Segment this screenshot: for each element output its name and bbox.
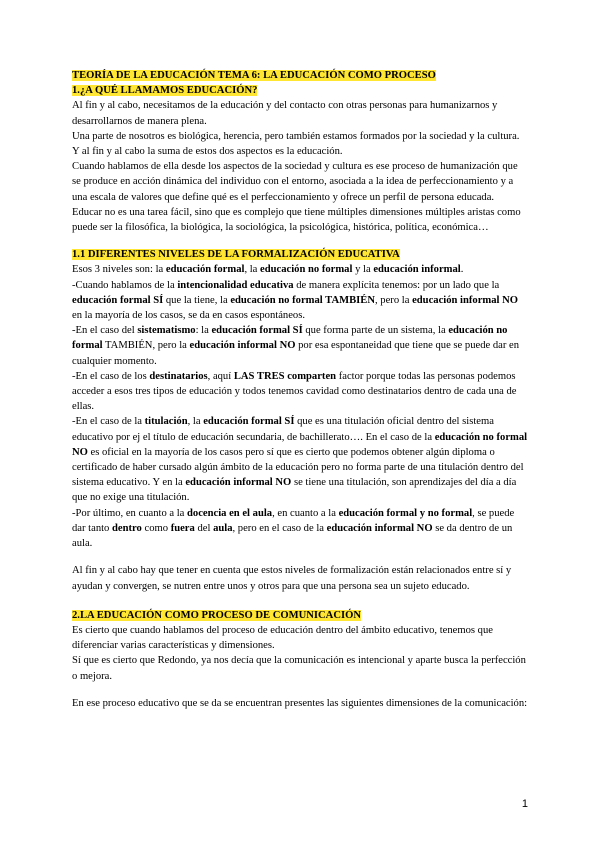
paragraph: Educar no es una tarea fácil, sino que es complejo que tiene múltiples dimensiones múltiples aristas como puede ser la filosófica, la biológica, la sociológica, la psicológica, histórica, política, económica… — [72, 206, 521, 234]
document-title: TEORÍA DE LA EDUCACIÓN TEMA 6: LA EDUCACIÓN COMO PROCESO — [72, 70, 436, 81]
paragraph: Sí que es cierto que Redondo, ya nos decía que la comunicación es intencional y aparte busca la perfección o mejora. — [72, 655, 526, 682]
paragraph: -Cuando hablamos de la intencionalidad educativa de manera explícita tenemos: por un lado que la educación formal SÍ que la tiene, la educación no formal TAMBIÉN, pero la educación informal NO en la mayoría de los casos, se da en casos espontáneos. — [72, 279, 519, 322]
document-body — [72, 68, 528, 711]
paragraph: En ese proceso educativo que se da se encuentran presentes las siguientes dimensiones de la comunicación: — [72, 697, 528, 709]
paragraph: Al fin y al cabo, necesitamos de la educación y del contacto con otras personas para humanizarnos y desarrollarnos de manera plena. — [72, 100, 498, 127]
page-number: 1 — [521, 798, 528, 810]
paragraph: Una parte de nosotros es biológica, herencia, pero también estamos formados por la sociedad y la cultura. Y al fin y al cabo la suma de estos dos aspectos es la educación. — [72, 130, 520, 158]
paragraph: -En el caso de la titulación, la educación formal SÍ que es una titulación oficial dentro del sistema educativo por ej el título de educación secundaria, de bachillerato…. En el caso de la educación no formal NO es oficial en la mayoría de los casos pero sí que es cierto que podemos obtener algún diploma o certificado de haber cursado algún ámbito de la educación pero no forma parte de una titulación dentro del sistema educativo. Y en la educación informal NO se tiene una titulación, son aprendizajes del día a día que no exige una titulación. — [72, 416, 528, 504]
paragraph: Al fin y al cabo hay que tener en cuenta que estos niveles de formalización están relacionados entre sí y ayudan y convergen, se nutren entre unos y otros para que una persona sea un sujeto educado. — [72, 565, 512, 592]
paragraph: -Por último, en cuanto a la docencia en el aula, en cuanto a la educación formal y no formal, se puede dar tanto dentro como fuera del aula, pero en el caso de la educación informal NO se da dentro de un aula. — [72, 507, 515, 550]
paragraph: -En el caso del sistematismo: la educación formal SÍ que forma parte de un sistema, la educación no formal TAMBIÉN, pero la educación informal NO por esa espontaneidad que tiene que se puede dar en cualquier momento. — [72, 325, 520, 367]
paragraph: -En el caso de los destinatarios, aquí LAS TRES comparten factor porque todas las personas podemos acceder a esos tres tipos de educación y todos tenemos cavidad como destinatarios dentro de cada una de ellas. — [72, 370, 517, 413]
paragraph: Es cierto que cuando hablamos del proceso de educación dentro del ámbito educativo, tenemos que diferenciar varias características y dimensiones. — [72, 624, 493, 652]
paragraph: Cuando hablamos de ella desde los aspectos de la sociedad y cultura es ese proceso de humanización que se produce en acción dinámica del individuo con el entorno, asociada a la idea de perfeccionamiento y a una escala de valores que define qué es el perfeccionamiento y ofrece un perfil de persona educada. — [72, 161, 518, 203]
heading-section-2: 2.LA EDUCACIÓN COMO PROCESO DE COMUNICACIÓN — [72, 609, 361, 621]
heading-section-1: 1.¿A QUÉ LLAMAMOS EDUCACIÓN? — [72, 85, 258, 97]
heading-section-1-1: 1.1 DIFERENTES NIVELES DE LA FORMALIZACIÓN EDUCATIVA — [72, 249, 400, 261]
paragraph: Esos 3 niveles son: la educación formal, la educación no formal y la educación informal. — [72, 264, 464, 276]
